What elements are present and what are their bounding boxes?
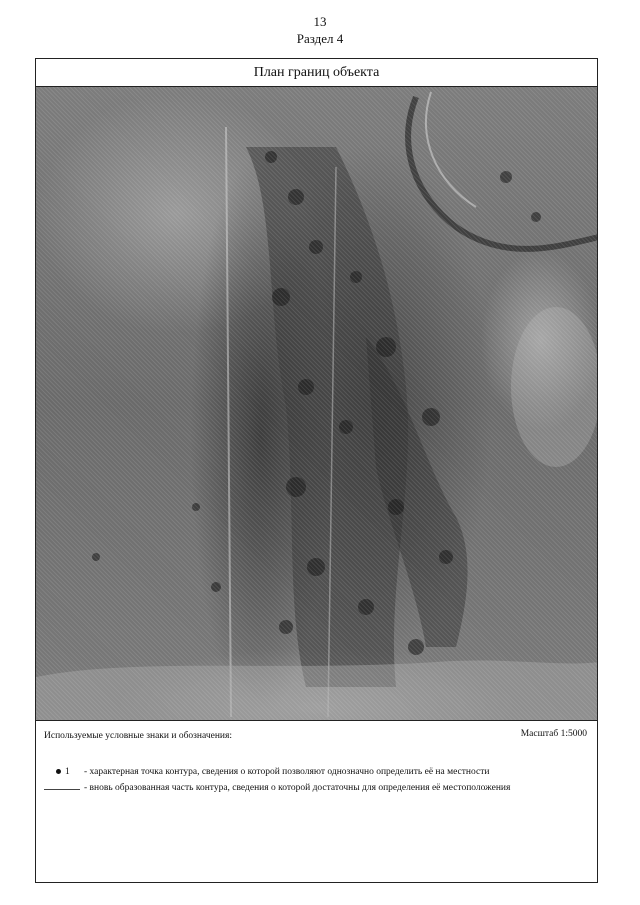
plan-title: План границ объекта xyxy=(36,59,597,87)
section-title: Раздел 4 xyxy=(296,31,344,46)
legend-item-point xyxy=(44,767,589,777)
photo-grain xyxy=(36,87,597,720)
aerial-photo xyxy=(36,87,597,721)
legend xyxy=(36,721,597,883)
page-number: 13 xyxy=(313,14,327,29)
plan-frame xyxy=(35,58,598,883)
legend-item-contour-text: - вновь образованная часть контура, сведения о которой достаточны для определения её местоположения xyxy=(84,783,511,793)
legend-item-contour xyxy=(44,783,589,794)
legend-title: Используемые условные знаки и обозначения: xyxy=(44,731,233,741)
point-marker-icon xyxy=(44,767,84,777)
legend-item-point-text: - характерная точка контура, сведения о которой позволяют однозначно определить её на местности xyxy=(84,767,490,777)
contour-line-icon xyxy=(44,789,80,790)
point-marker-label: 1 xyxy=(65,767,70,777)
map-scale: Масштаб 1:5000 xyxy=(520,729,587,739)
